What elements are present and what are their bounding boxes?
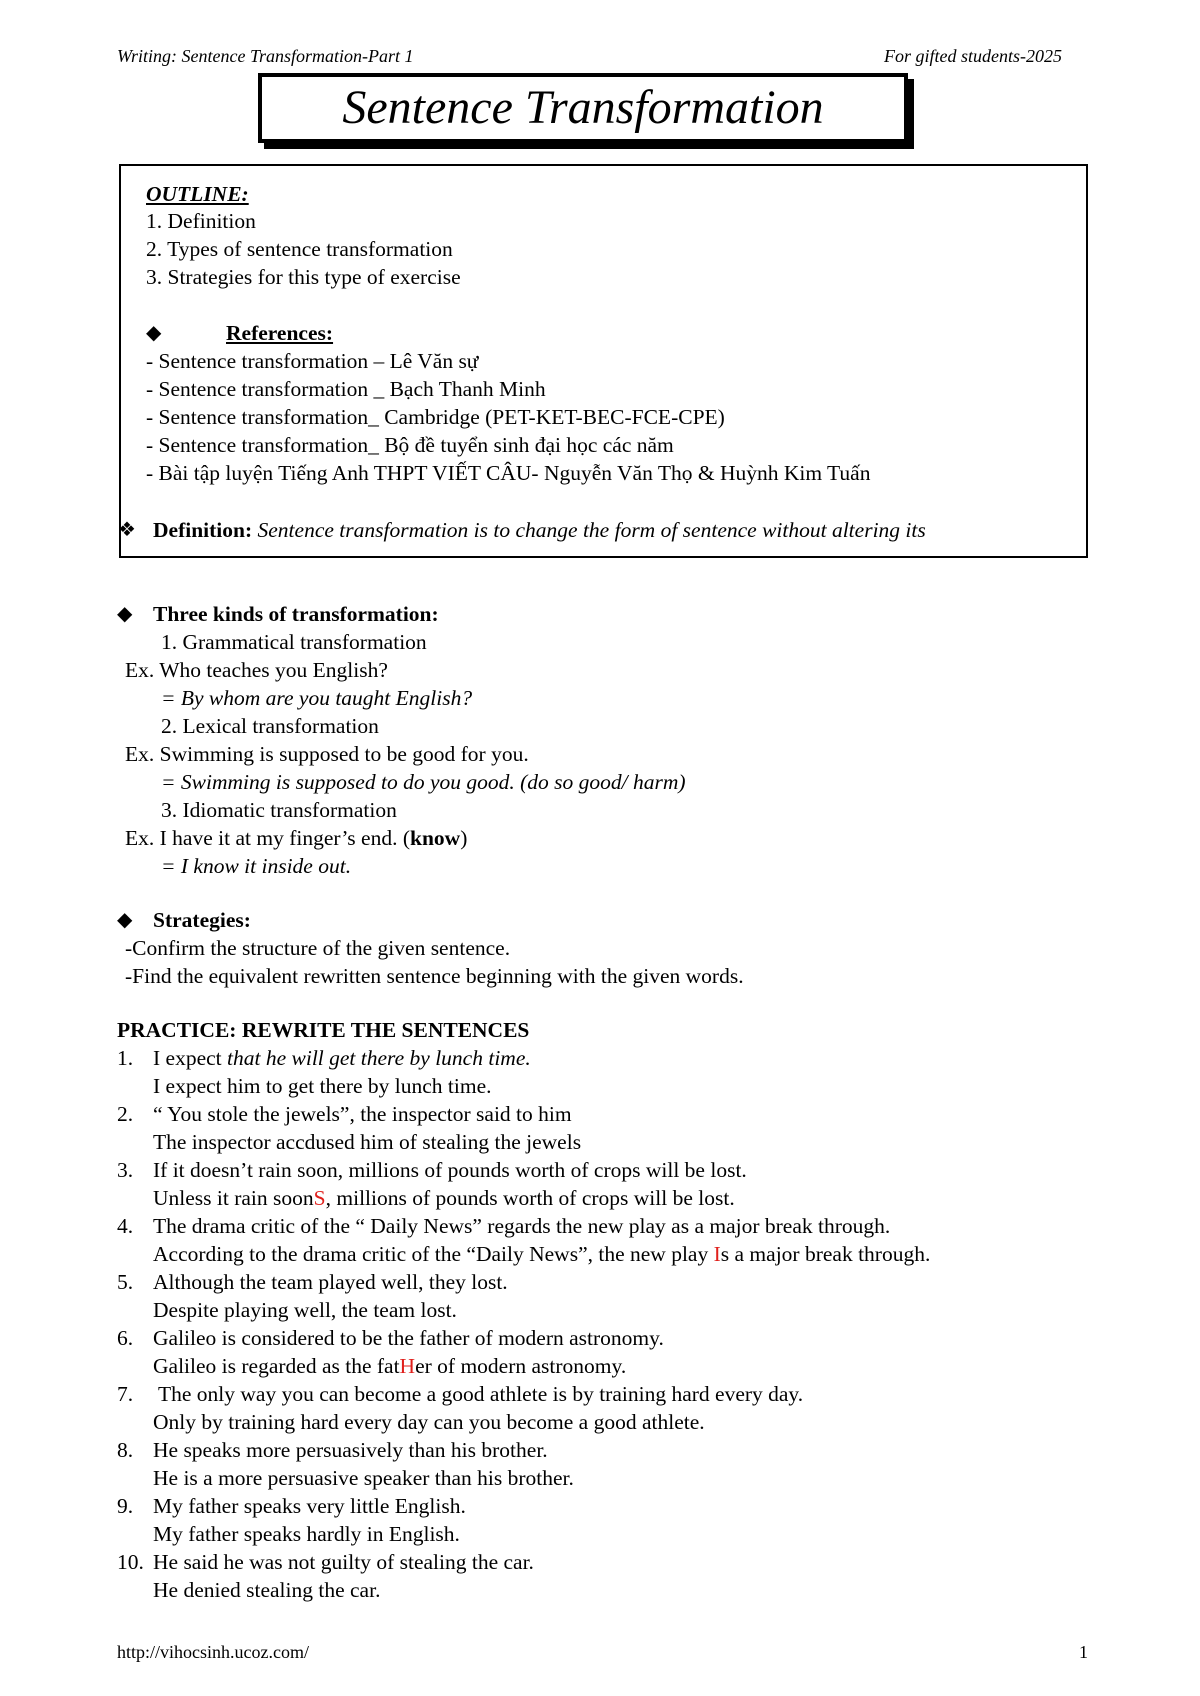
practice-q6 (117, 1324, 664, 1352)
q-number: 3. (117, 1158, 134, 1182)
q-number: 9. (117, 1494, 134, 1518)
diamond-bullet-icon: ◆ (146, 322, 162, 344)
reference-1: - Sentence transformation – Lê Văn sự (146, 349, 479, 373)
q-text: My father speaks very little English. (153, 1494, 466, 1518)
four-diamond-bullet-icon: ❖ (118, 519, 136, 541)
practice-a2: The inspector accdused him of stealing the jewels (153, 1130, 582, 1154)
q-number: 4. (117, 1214, 134, 1238)
q-text: If it doesn’t rain soon, millions of pounds worth of crops will be lost. (153, 1158, 747, 1182)
header-left: Writing: Sentence Transformation-Part 1 (117, 46, 414, 66)
diamond-bullet-icon: ◆ (117, 909, 133, 931)
practice-q1 (117, 1044, 531, 1072)
reference-5: - Bài tập luyện Tiếng Anh THPT VIẾT CÂU- Nguyễn Văn Thọ & Huỳnh Kim Tuấn (146, 461, 871, 485)
q-number: 5. (117, 1270, 134, 1294)
q-text: “ You stole the jewels”, the inspector said to him (153, 1102, 572, 1126)
strategies-heading: Strategies: (153, 908, 251, 932)
practice-q2 (117, 1100, 572, 1128)
a-text: er of modern astronomy. (415, 1354, 627, 1378)
q-text: Although the team played well, they lost. (153, 1270, 508, 1294)
practice-a8: He is a more persuasive speaker than his brother. (153, 1466, 574, 1490)
kind-1-answer: = By whom are you taught English? (161, 686, 473, 710)
kind-2-example: Ex. Swimming is supposed to be good for you. (125, 742, 529, 766)
page-number: 1 (1079, 1642, 1088, 1662)
references-heading: References: (226, 321, 334, 345)
practice-q7 (117, 1380, 803, 1408)
a-text: s a major break through. (720, 1242, 931, 1266)
practice-a5: Despite playing well, the team lost. (153, 1298, 457, 1322)
header-right: For gifted students-2025 (884, 46, 1062, 66)
title-box (258, 73, 908, 143)
practice-q9 (117, 1492, 466, 1520)
outline-heading: OUTLINE: (146, 182, 249, 206)
a-text: Galileo is regarded as the fat (153, 1354, 400, 1378)
a-text: According to the drama critic of the “Daily News”, the new play (153, 1242, 714, 1266)
kind-1-example: Ex. Who teaches you English? (125, 658, 388, 682)
practice-a9: My father speaks hardly in English. (153, 1522, 460, 1546)
practice-q10 (117, 1548, 534, 1576)
practice-a6 (153, 1352, 626, 1380)
kind-3-answer: = I know it inside out. (161, 854, 352, 878)
diamond-bullet-icon: ◆ (117, 603, 133, 625)
practice-a4 (153, 1240, 930, 1268)
q-text-italic: that he will get there by lunch time. (227, 1046, 531, 1070)
kind-3-paren: ) (460, 826, 468, 850)
outline-item-1: 1. Definition (146, 209, 256, 233)
q-number: 2. (117, 1102, 134, 1126)
q-number: 7. (117, 1382, 134, 1406)
q-number: 6. (117, 1326, 134, 1350)
a-correction: I (713, 1242, 721, 1266)
practice-q5 (117, 1268, 508, 1296)
q-text: The drama critic of the “ Daily News” regards the new play as a major break through. (153, 1214, 891, 1238)
a-correction: H (399, 1354, 416, 1378)
q-text: The only way you can become a good athlete is by training hard every day. (153, 1382, 804, 1406)
practice-a3 (153, 1184, 735, 1212)
reference-3: - Sentence transformation_ Cambridge (PET-KET-BEC-FCE-CPE) (146, 405, 725, 429)
q-number: 8. (117, 1438, 134, 1462)
strategy-2: -Find the equivalent rewritten sentence beginning with the given words. (125, 964, 744, 988)
a-text: Unless it rain soon (153, 1186, 314, 1210)
box-clip-mask (119, 558, 1099, 568)
practice-q8 (117, 1436, 548, 1464)
kind-3-keyword: know (410, 826, 461, 850)
a-correction: S (313, 1186, 326, 1210)
practice-a7: Only by training hard every day can you become a good athlete. (153, 1410, 705, 1434)
definition-label: Definition: (153, 518, 253, 542)
definition-line (153, 516, 926, 544)
kind-2: 2. Lexical transformation (161, 714, 379, 738)
kind-2-answer: = Swimming is supposed to do you good. (do so good/ harm) (161, 770, 686, 794)
practice-heading: PRACTICE: REWRITE THE SENTENCES (117, 1018, 530, 1042)
kind-1: 1. Grammatical transformation (161, 630, 427, 654)
footer-url[interactable]: http://vihocsinh.ucoz.com/ (117, 1642, 309, 1662)
a-text: , millions of pounds worth of crops will be lost. (325, 1186, 735, 1210)
outline-item-2: 2. Types of sentence transformation (146, 237, 453, 261)
practice-q3 (117, 1156, 747, 1184)
q-text: Galileo is considered to be the father of modern astronomy. (153, 1326, 664, 1350)
reference-2: - Sentence transformation _ Bạch Thanh Minh (146, 377, 546, 401)
q-text: He said he was not guilty of stealing the car. (153, 1550, 534, 1574)
reference-4: - Sentence transformation_ Bộ đề tuyển sinh đại học các năm (146, 433, 674, 457)
kinds-heading: Three kinds of transformation: (153, 602, 439, 626)
kind-3-example-text: Ex. I have it at my finger’s end. ( (125, 826, 410, 850)
kind-3-example (125, 824, 467, 852)
definition-text: Sentence transformation is to change the form of sentence without altering its (257, 518, 926, 542)
kind-3: 3. Idiomatic transformation (161, 798, 397, 822)
outline-item-3: 3. Strategies for this type of exercise (146, 265, 461, 289)
practice-a1: I expect him to get there by lunch time. (153, 1074, 492, 1098)
practice-a10: He denied stealing the car. (153, 1578, 381, 1602)
q-number: 1. (117, 1046, 134, 1070)
strategy-1: -Confirm the structure of the given sentence. (125, 936, 511, 960)
practice-q4 (117, 1212, 890, 1240)
page-title: Sentence Transformation (342, 81, 824, 134)
q-number: 10. (117, 1550, 144, 1574)
q-text: I expect (153, 1046, 228, 1070)
q-text: He speaks more persuasively than his brother. (153, 1438, 548, 1462)
